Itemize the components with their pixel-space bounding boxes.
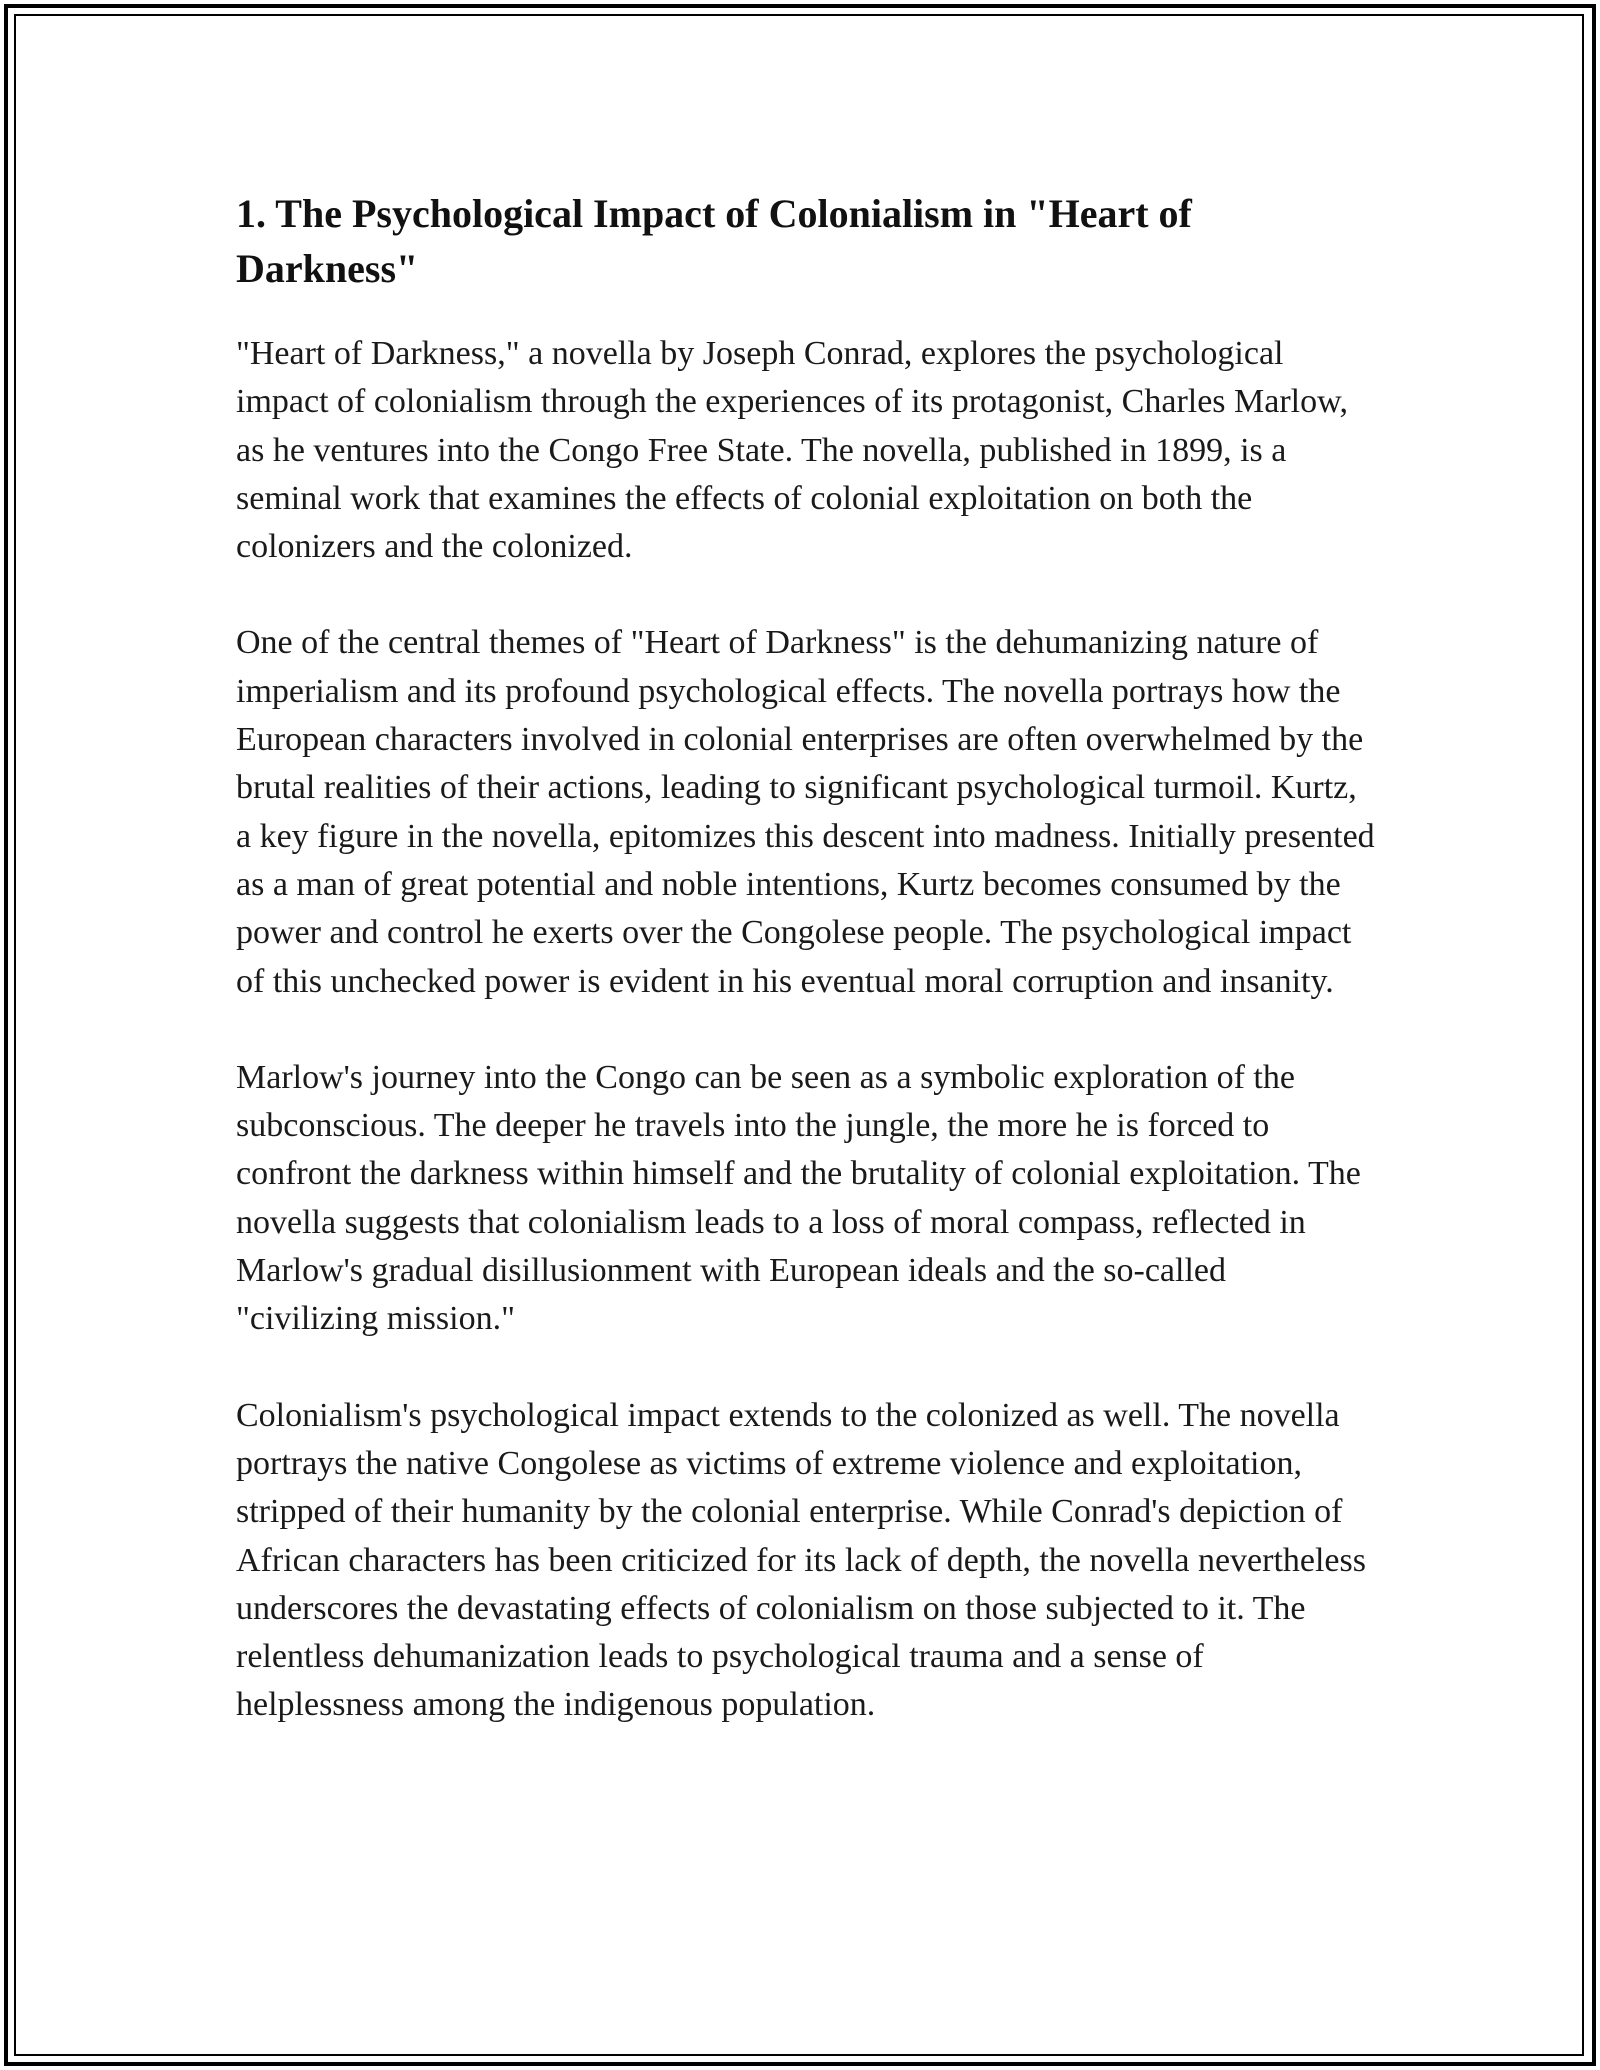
paragraph-intro: "Heart of Darkness," a novella by Joseph Conrad, explores the psychological impact of colonialism through the experiences of its protagonist, Charles Marlow, as he ventures into the Congo Free State. The novella, published in 1899, is a seminal work that examines the effects of colonial exploitation on both the colonizers and the colonized. [236,335,1348,566]
paragraph-marlow-journey: Marlow's journey into the Congo can be seen as a symbolic exploration of the subconscious. The deeper he travels into the jungle, the more he is forced to confront the darkness within himself and the brutality of colonial exploitation. The novella suggests that colonialism leads to a loss of moral compass, reflected in Marlow's gradual disillusionment with European ideals and the so-called "civilizing mission." [236,1058,1361,1338]
paragraph-dehumanizing-imperialism: One of the central themes of "Heart of Darkness" is the dehumanizing nature of imperialism and its profound psychological effects. The novella portrays how the European characters involved in colonial enterprises are often overwhelmed by the brutal realities of their actions, leading to significant psychological turmoil. Kurtz, a key figure in the novella, epitomizes this descent into madness. Initially presented as a man of great potential and noble intentions, Kurtz becomes consumed by the power and control he exerts over the Congolese people. The psychological impact of this unchecked power is evident in his eventual moral corruption and insanity. [236,624,1375,1000]
paragraph-colonized-impact: Colonialism's psychological impact extends to the colonized as well. The novella portrays the native Congolese as victims of extreme violence and exploitation, stripped of their humanity by the colonial enterprise. While Conrad's depiction of African characters has been criticized for its lack of depth, the novella nevertheless underscores the devastating effects of colonialism on those subjected to it. The relentless dehumanization leads to psychological trauma and a sense of helplessness among the indigenous population. [236,1396,1366,1724]
section-title: 1. The Psychological Impact of Colonialism in "Heart of Darkness" [236,191,1192,291]
document-body [236,186,1376,1778]
